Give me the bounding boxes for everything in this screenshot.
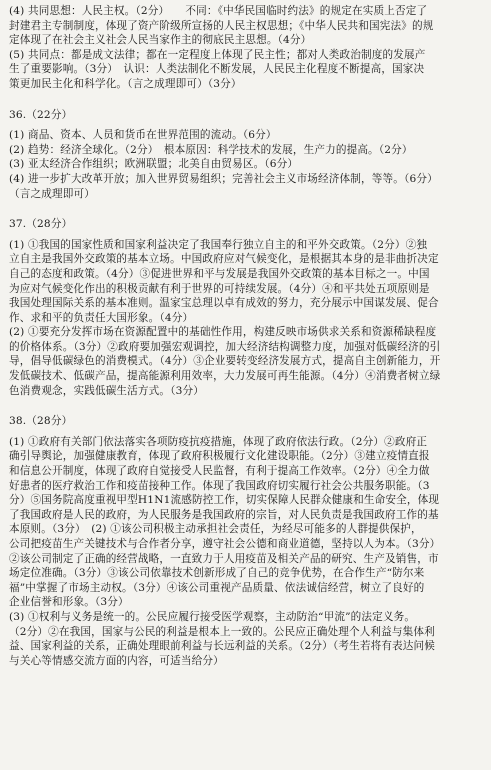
text-line: (3) ①权利与义务是统一的。公民应履行接受医学观察，主动防治“甲流”的法定义务。 bbox=[9, 610, 416, 623]
text-line: 策更加民主化和科学化。（言之成理即可）（3分） bbox=[9, 77, 242, 90]
text-line: 作、求和平的负责任大国形象。（4分） bbox=[9, 311, 194, 324]
question-heading: 36.（22分） bbox=[9, 108, 73, 121]
text-line: 定体现了在社会主义社会人民当家作主的彻底民主思想。（4分） bbox=[9, 34, 312, 47]
text-line: 企业信誉和形象。（3分） bbox=[9, 596, 129, 609]
text-line: 好患者的医疗救治工作和疫苗接种工作。体现了我国政府切实履行社会公共服务职能。（3 bbox=[9, 479, 430, 492]
text-line: 福”中掌握了市场主动权。（3分）④该公司重视产品质量、依法诚信经营，树立了良好的 bbox=[9, 581, 425, 594]
text-line: 封建君主专制制度，体现了资产阶级所宣扬的人民主权思想；《中华人民共和国宪法》的规 bbox=[9, 19, 434, 32]
text-line: 生了重要影响。（3分） 认识：人类法制化不断发展，人民民主化程度不断提高，国家决 bbox=[9, 63, 425, 76]
text-line: 与关心等情感交流方面的内容，可适当给分） bbox=[9, 654, 224, 667]
text-line: (4) 进一步扩大改革开放；加入世界贸易组织；完善社会主义市场经济体制，等等。（6分） bbox=[9, 172, 438, 185]
text-line: (1) ①我国的国家性质和国家利益决定了我国奉行独立自主的和平外交政策。（2分）②独 bbox=[9, 238, 428, 251]
text-line: 确引导舆论，加强健康教育，体现了政府积极履行文化建设职能。（2分）③建立疫情直报 bbox=[9, 450, 430, 463]
text-line: 立自主是我国外交政策的基本立场。中国政府应对气候变化，是根据其本身的是非曲折决定 bbox=[9, 253, 439, 266]
text-line: （2分）②在我国，国家与公民的利益是根本上一致的。公民应正确处理个人利益与集体利 bbox=[9, 625, 435, 638]
question-36 bbox=[9, 108, 483, 202]
question-heading: 37.（28分） bbox=[9, 218, 73, 231]
text-line: 发低碳技术、低碳产品，提高能源利用效率，大力发展可再生能源。（4分）④消费者树立绿 bbox=[9, 370, 441, 383]
text-line: (5) 共同点：都是成文法律；都在一定程度上体现了民主性；都对人类政治制度的发展产 bbox=[9, 48, 426, 61]
text-line: (2) ①要充分发挥市场在资源配置中的基础性作用，构建反映市场供求关系和资源稀缺程度 bbox=[9, 326, 437, 339]
question-38 bbox=[9, 414, 483, 668]
question-37 bbox=[9, 217, 483, 398]
text-line: 和信息公开制度，体现了政府自觉接受人民监督，有利于提高工作效率。（2分）④全力做 bbox=[9, 465, 430, 478]
text-line: (2) 趋势：经济全球化。（2分） 根本原因：科学技术的发展，生产力的提高。（2分） bbox=[9, 143, 413, 156]
text-line: （言之成理即可） bbox=[9, 187, 95, 200]
text-line: 我国处理国际关系的基本准则。温家宝总理以卓有成效的努力，充分展示中国谋发展、促合 bbox=[9, 297, 439, 310]
text-line: (3) 亚太经济合作组织；欧洲联盟；北美自由贸易区。（6分） bbox=[9, 158, 299, 171]
text-line: 益、国家利益的关系，正确处理眼前利益与长远利益的关系。（2分）（考生若将有表达问候 bbox=[9, 640, 436, 653]
text-line: 了我国政府是人民的政府，为人民服务是我国政府的宗旨，对人民负责是我国政府工作的基 bbox=[9, 508, 439, 521]
text-line: 为应对气候变化作出的积极贡献有利于世界的可持续发展。（4分）④和平共处五项原则是 bbox=[9, 282, 430, 295]
text-line: 场定位准确。（3分）③该公司依靠技术创新形成了自己的竞争优势，在合作生产“防尔来 bbox=[9, 567, 425, 580]
text-line: 公司把疫苗生产关键技术与合作者分享，遵守社会公德和商业道德，坚持以人为本。（3分） bbox=[9, 538, 441, 550]
part-continued bbox=[9, 4, 483, 92]
text-line: 的价格体系。（3分）②政府要加强宏观调控，加大经济结构调整力度，加强对低碳经济的引 bbox=[9, 340, 441, 353]
question-heading: 38.（28分） bbox=[9, 415, 73, 428]
text-line: (1) ①政府有关部门依法落实各项防疫抗疫措施，体现了政府依法行政。（2分）②政府正 bbox=[9, 435, 428, 448]
text-line: 色消费观念，实践低碳生活方式。（3分） bbox=[9, 384, 204, 397]
text-line: 分）⑤国务院高度重视甲型H1N1流感防控工作，切实保障人民群众健康和生命安全，体现 bbox=[9, 494, 440, 507]
text-line: 本原则。（3分） (2) ①该公司积极主动承担社会责任，为经尽可能多的人群提供保护， bbox=[9, 523, 422, 536]
text-line: ②该公司制定了正确的经营战略，一直致力于人用疫苗及相关产品的研究、生产及销售，市 bbox=[9, 552, 439, 565]
text-line: (4) 共同思想：人民主权。（2分） 不同：《中华民国临时约法》的规定在实质上否定了 bbox=[9, 5, 428, 17]
text-line: (1) 商品、资本、人员和货币在世界范围的流动。（6分） bbox=[9, 129, 277, 142]
text-line: 导，倡导低碳绿色的消费模式。（4分）③企业要转变经济发展方式，提高自主创新能力，开 bbox=[9, 355, 441, 368]
text-line: 自己的态度和政策。（4分）③促进世界和平与发展是我国外交政策的基本目标之一。中国 bbox=[9, 267, 430, 280]
